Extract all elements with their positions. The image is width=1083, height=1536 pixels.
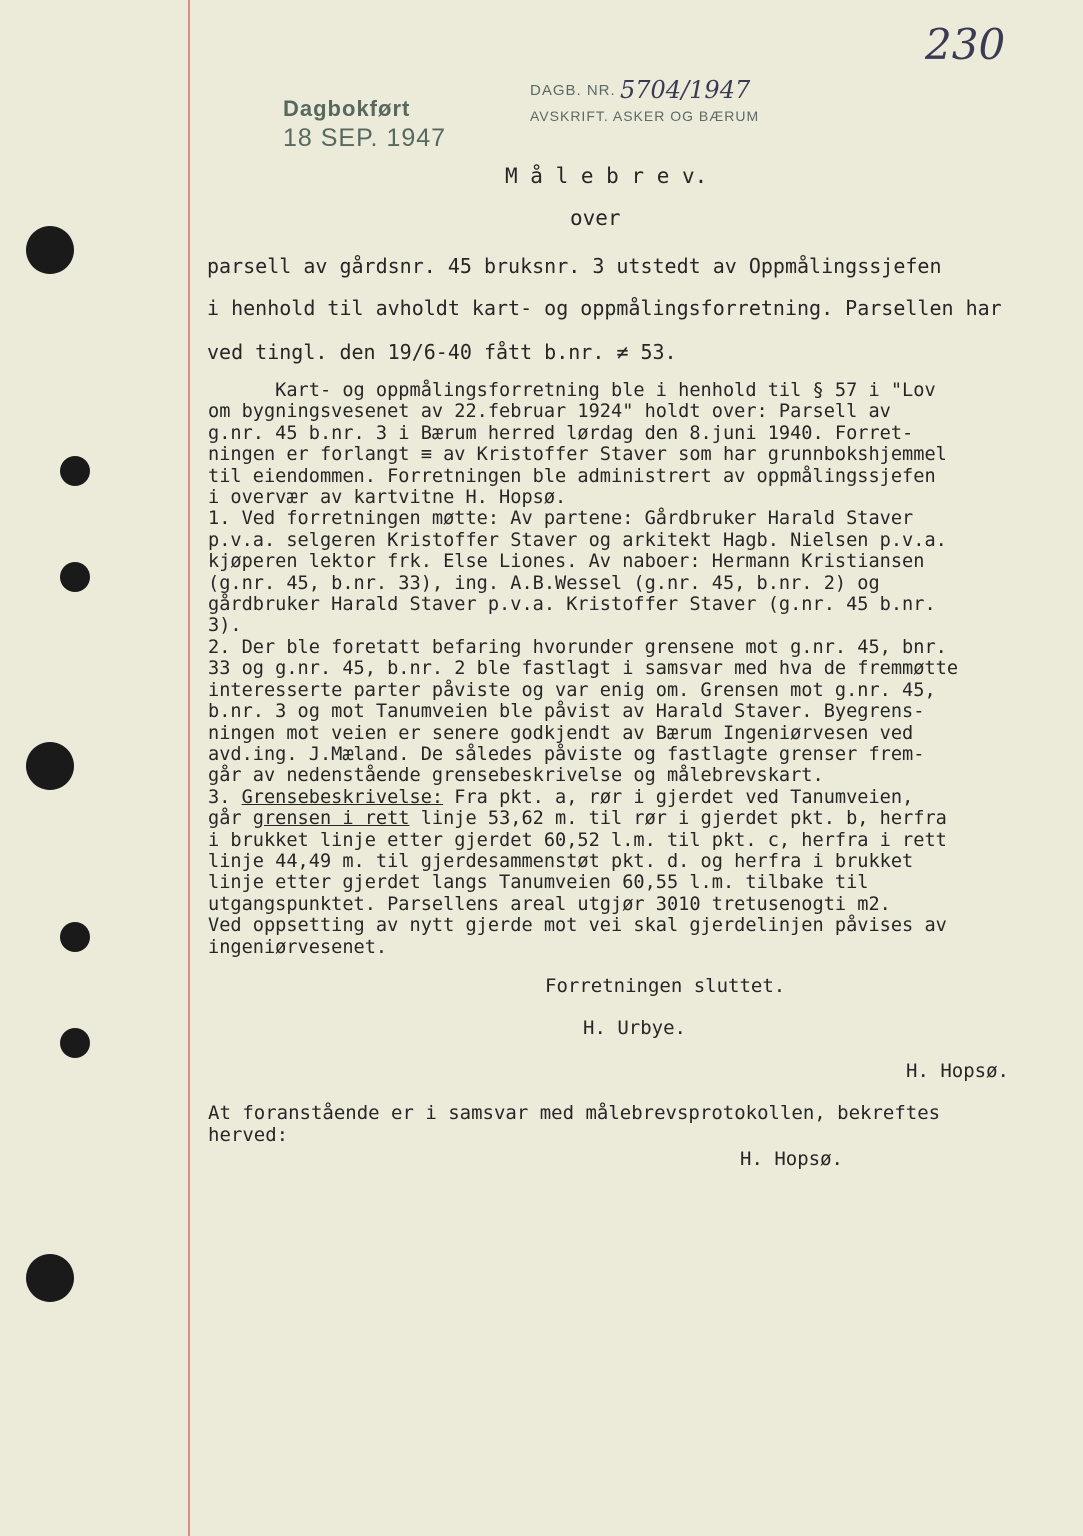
body-line: b.nr. 3 og mot Tanumveien ble påvist av Harald Staver. Byegrens-	[208, 701, 925, 723]
punch-hole	[26, 742, 74, 790]
body-line-item3-cont	[208, 808, 958, 829]
body-line: i overvær av kartvitne H. Hopsø.	[208, 487, 567, 509]
body-line: ningen er forlangt ≡ av Kristoffer Staver som har grunnbokshjemmel	[208, 444, 947, 466]
body-line: Ved oppsetting av nytt gjerde mot vei skal gjerdelinjen påvises av	[208, 915, 947, 937]
punch-hole	[26, 226, 74, 274]
punch-hole	[26, 1254, 74, 1302]
body-line: utgangspunktet. Parsellens areal utgjør 3010 tretusenogti m2.	[208, 893, 891, 915]
closing-line: Forretningen sluttet.	[545, 975, 786, 997]
document-subtitle: over	[570, 206, 621, 230]
body-line: om bygningsvesenet av 22.februar 1924" holdt over: Parsell av	[208, 401, 891, 423]
intro-line: parsell av gårdsnr. 45 bruksnr. 3 utstedt av Oppmålingssjefen	[207, 254, 942, 278]
signature-urbye: H. Urbye.	[583, 1017, 686, 1039]
body-line: går av nedenstående grensebeskrivelse og målebrevskart.	[208, 765, 824, 787]
item3-cont-a: går	[208, 808, 253, 830]
body-line: kjøperen lektor frk. Else Liones. Av naboer: Hermann Kristiansen	[208, 551, 925, 573]
page-number: 230	[925, 20, 1006, 69]
registration-stamp-date: 18 SEP. 1947	[283, 124, 447, 152]
document-title: M å l e b r e v.	[505, 164, 708, 188]
body-line: p.v.a. selgeren Kristoffer Staver og arkitekt Hagb. Nielsen p.v.a.	[208, 529, 947, 551]
body-line: g.nr. 45 b.nr. 3 i Bærum herred lørdag den 8.juni 1940. Forret-	[208, 422, 914, 444]
body-line: ningen mot veien er senere godkjendt av Bærum Ingeniørvesen ved	[208, 722, 914, 744]
body-line: ingeniørvesenet.	[208, 936, 388, 958]
attestation-line: herved:	[208, 1124, 289, 1146]
punch-hole	[60, 562, 90, 592]
journal-stamp-office: AVSKRIFT. ASKER OG BÆRUM	[530, 108, 760, 124]
attestation-line: At foranstående er i samsvar med målebrevsprotokollen, bekreftes	[208, 1102, 941, 1124]
intro-line: ved tingl. den 19/6-40 fått b.nr. ≠ 53.	[207, 340, 677, 364]
margin-rule	[188, 0, 190, 1536]
body-line: linje etter gjerdet langs Tanumveien 60,55 l.m. tilbake til	[208, 872, 869, 894]
intro-line: i henhold til avholdt kart- og oppmålingsforretning. Parsellen har	[207, 296, 1002, 320]
body-line: 2. Der ble foretatt befaring hvorunder grensene mot g.nr. 45, bnr.	[208, 636, 947, 658]
body-line: 33 og g.nr. 45, b.nr. 2 ble fastlagt i samsvar med hva de fremmøtte	[208, 658, 959, 680]
body-line: (g.nr. 45, b.nr. 33), ing. A.B.Wessel (g.nr. 45, b.nr. 2) og	[208, 572, 880, 594]
body-line: i brukket linje etter gjerdet 60,52 l.m. til pkt. c, herfra i rett	[208, 829, 947, 851]
body-text	[208, 380, 958, 958]
body-line: gårdbruker Harald Staver p.v.a. Kristoffer Staver (g.nr. 45 b.nr.	[208, 594, 936, 616]
item3-number: 3.	[208, 786, 242, 808]
signature-hopso: H. Hopsø.	[906, 1060, 1009, 1082]
item3-text: Fra pkt. a, rør i gjerdet ved Tanumveien,	[443, 786, 914, 808]
body-line: interesserte parter påviste og var enig om. Grensen mot g.nr. 45,	[208, 679, 936, 701]
body-line: linje 44,49 m. til gjerdesammenstøt pkt. d. og herfra i brukket	[208, 850, 914, 872]
journal-number-handwritten: 5704/1947	[620, 76, 751, 104]
signature-hopso-attest: H. Hopsø.	[740, 1148, 843, 1170]
item3-heading: Grensebeskrivelse:	[241, 786, 444, 808]
punch-hole	[60, 1028, 90, 1058]
body-line: 1. Ved forretningen møtte: Av partene: Gårdbruker Harald Staver	[208, 508, 914, 530]
item3-cont-underlined: grensen i rett	[252, 808, 410, 830]
registration-stamp-label: Dagbokført	[283, 96, 411, 121]
body-line: Kart- og oppmålingsforretning ble i henhold til § 57 i "Lov	[208, 380, 936, 401]
punch-hole	[60, 922, 90, 952]
body-line: til eiendommen. Forretningen ble administrert av oppmålingssjefen	[208, 465, 936, 487]
body-line-item3	[208, 787, 958, 808]
item3-cont-b: linje 53,62 m. til rør i gjerdet pkt. b, herfra	[409, 808, 947, 830]
journal-stamp-label: DAGB. NR.	[530, 82, 616, 99]
body-line: avd.ing. J.Mæland. De således påviste og fastlagte grenser frem-	[208, 743, 925, 765]
punch-hole	[60, 456, 90, 486]
body-line: 3).	[208, 615, 242, 637]
